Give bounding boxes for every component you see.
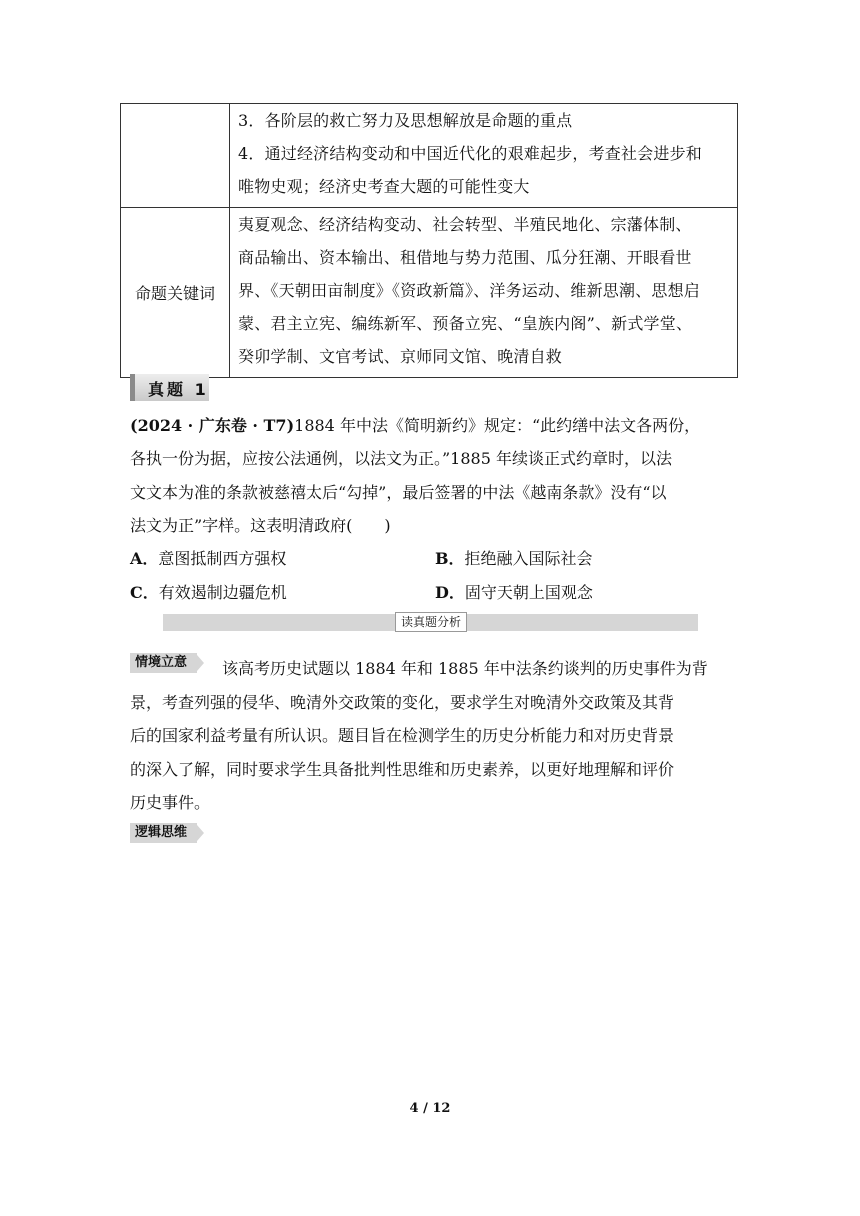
table-content-cell <box>230 104 738 208</box>
table-line: 蒙、君主立宪、编练新军、预备立宪、“皇族内阁”、新式学堂、 <box>238 314 693 333</box>
exam-info-table <box>120 103 738 378</box>
option-text: 拒绝融入国际社会 <box>464 549 593 568</box>
table-label-cell-empty <box>121 104 230 208</box>
table-line: 唯物史观；经济史考查大题的可能性变大 <box>238 177 530 196</box>
question-text: 1884 年中法《简明新约》规定：“此约缮中法文各两份， <box>294 416 701 435</box>
question-line <box>130 413 740 436</box>
table-line: 3．各阶层的救亡努力及思想解放是命题的重点 <box>238 111 573 130</box>
option-text: 固守天朝上国观念 <box>464 583 593 602</box>
question-line: 法文为正”字样。这表明清政府( ) <box>130 516 391 535</box>
question-line: 文文本为准的条款被慈禧太后“勾掉”，最后签署的中法《越南条款》没有“以 <box>130 483 667 502</box>
table-line: 夷夏观念、经济结构变动、社会转型、半殖民地化、宗藩体制、 <box>238 215 692 234</box>
table-line: 商品输出、资本输出、租借地与势力范围、瓜分狂潮、开眼看世 <box>238 248 692 267</box>
context-tag: 情境立意 <box>130 653 197 673</box>
option-letter: C． <box>130 583 159 602</box>
option-letter: D． <box>435 583 465 602</box>
table-line: 癸卯学制、文官考试、京师同文馆、晚清自救 <box>238 347 563 366</box>
logic-tag: 逻辑思维 <box>130 823 197 843</box>
option-c[interactable] <box>130 580 287 603</box>
context-paragraph-line: 景，考查列强的侵华、晚清外交政策的变化，要求学生对晚清外交政策及其背 <box>130 693 675 712</box>
question-line: 各执一份为据，应按公法通例，以法文为正。”1885 年续谈正式约章时，以法 <box>130 449 672 468</box>
option-d[interactable] <box>435 580 593 603</box>
option-letter: A． <box>130 549 159 568</box>
option-letter: B． <box>435 549 465 568</box>
real-question-tag <box>130 374 209 401</box>
tag-accent-bar <box>130 374 135 401</box>
context-paragraph-line: 该高考历史试题以 1884 年和 1885 年中法条约谈判的历史事件为背 <box>222 659 708 678</box>
table-row <box>121 104 738 208</box>
question-source: (2024 · 广东卷 · T7) <box>130 416 295 435</box>
option-text: 有效遏制边疆危机 <box>158 583 287 602</box>
option-b[interactable] <box>435 546 593 569</box>
context-paragraph-line: 后的国家利益考量有所认识。题目旨在检测学生的历史分析能力和对历史背景 <box>130 726 675 745</box>
table-label-keywords: 命题关键词 <box>121 208 230 378</box>
page-number: 4 / 12 <box>409 1101 451 1116</box>
option-text: 意图抵制西方强权 <box>158 549 287 568</box>
table-line: 4．通过经济结构变动和中国近代化的艰难起步，考查社会进步和 <box>238 144 702 163</box>
table-line: 界、《天朝田亩制度》《资政新篇》、洋务运动、维新思潮、思想启 <box>238 281 701 300</box>
context-paragraph-line: 历史事件。 <box>130 793 211 812</box>
table-keywords-cell <box>230 208 738 378</box>
real-question-tag-label: 真题 1 <box>148 380 209 399</box>
analysis-divider-label: 读真题分析 <box>395 612 467 632</box>
table-row <box>121 208 738 378</box>
option-a[interactable] <box>130 546 286 569</box>
context-paragraph-line: 的深入了解，同时要求学生具备批判性思维和历史素养，以更好地理解和评价 <box>130 760 675 779</box>
